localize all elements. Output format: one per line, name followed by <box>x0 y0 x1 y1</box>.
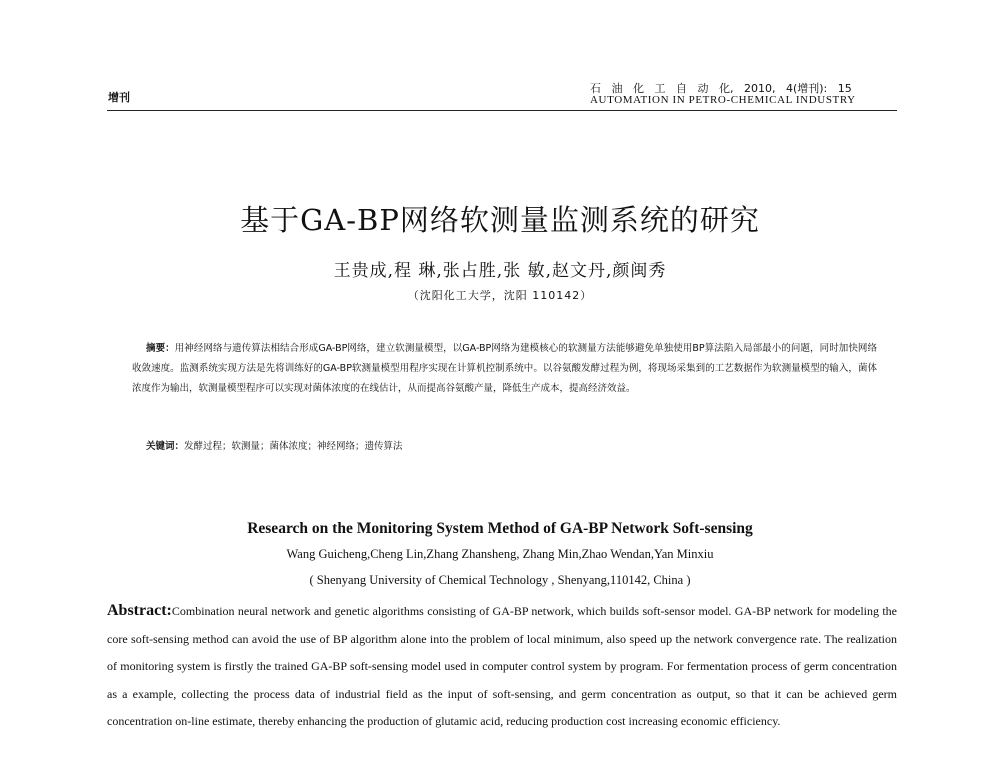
abstract-text-en: Combination neural network and genetic algorithms consisting of GA-BP network, which builds soft-sensor model. GA-BP network for modeling the core soft-sensing method can avoid the use of BP algorithm alone into the problem of local minimum, also speed up the network convergence rate. The realization of monitoring system is firstly the trained GA-BP soft-sensing model used in computer control system by program. For fermentation process of germ concentration as a example, collecting the process data of industrial field as the input of soft-sensing, and germ concentration as output, so that it can be achieved germ concentration on-line estimate, thereby enhancing the production of glutamic acid, reducing production cost increasing economic efficiency. <box>107 604 897 728</box>
abstract-label-en: Abstract: <box>107 602 172 619</box>
header-issue-label: 增刊 <box>108 91 130 104</box>
paper-title-cn: 基于GA-BP网络软测量监测系统的研究 <box>240 203 760 237</box>
abstract-text-cn: 用神经网络与遗传算法相结合形成GA-BP网络，建立软测量模型，以GA-BP网络为建模核心的软测量方法能够避免单独使用BP算法陷入局部最小的问题，同时加快网络收敛速度。监测系统实现方法是先将训练好的GA-BP软测量模型用程序实现在计算机控制系统中。以谷氨酸发酵过程为例，将现场采集到的工艺数据作为软测量模型的输入，菌体浓度作为输出，软测量模型程序可以实现对菌体浓度的在线估计，从而提高谷氨酸产量，降低生产成本，提高经济效益。 <box>132 343 877 394</box>
keywords-label-cn: 关键词： <box>146 441 185 452</box>
keywords-cn <box>146 438 403 452</box>
affiliation-cn: （沈阳化工大学，沈阳 110142） <box>407 289 593 302</box>
journal-name-cn: 石 油 化 工 自 动 化, 2010, 4(增刊): 15 <box>590 82 852 95</box>
abstract-en <box>107 597 897 736</box>
affiliation-en: ( Shenyang University of Chemical Technology , Shenyang,110142, China ) <box>309 573 691 587</box>
paper-title-en: Research on the Monitoring System Method of GA-BP Network Soft-sensing <box>247 520 753 537</box>
header-rule <box>107 110 897 111</box>
keywords-text-cn: 发酵过程；软测量；菌体浓度；神经网络；遗传算法 <box>184 441 403 452</box>
journal-name-en: AUTOMATION IN PETRO-CHEMICAL INDUSTRY <box>590 94 856 106</box>
authors-en: Wang Guicheng,Cheng Lin,Zhang Zhansheng, Zhang Min,Zhao Wendan,Yan Minxiu <box>286 547 714 561</box>
authors-cn: 王贵成,程 琳,张占胜,张 敏,赵文丹,颜闽秀 <box>333 261 667 281</box>
abstract-cn <box>132 339 877 399</box>
abstract-label-cn: 摘要： <box>146 343 175 354</box>
